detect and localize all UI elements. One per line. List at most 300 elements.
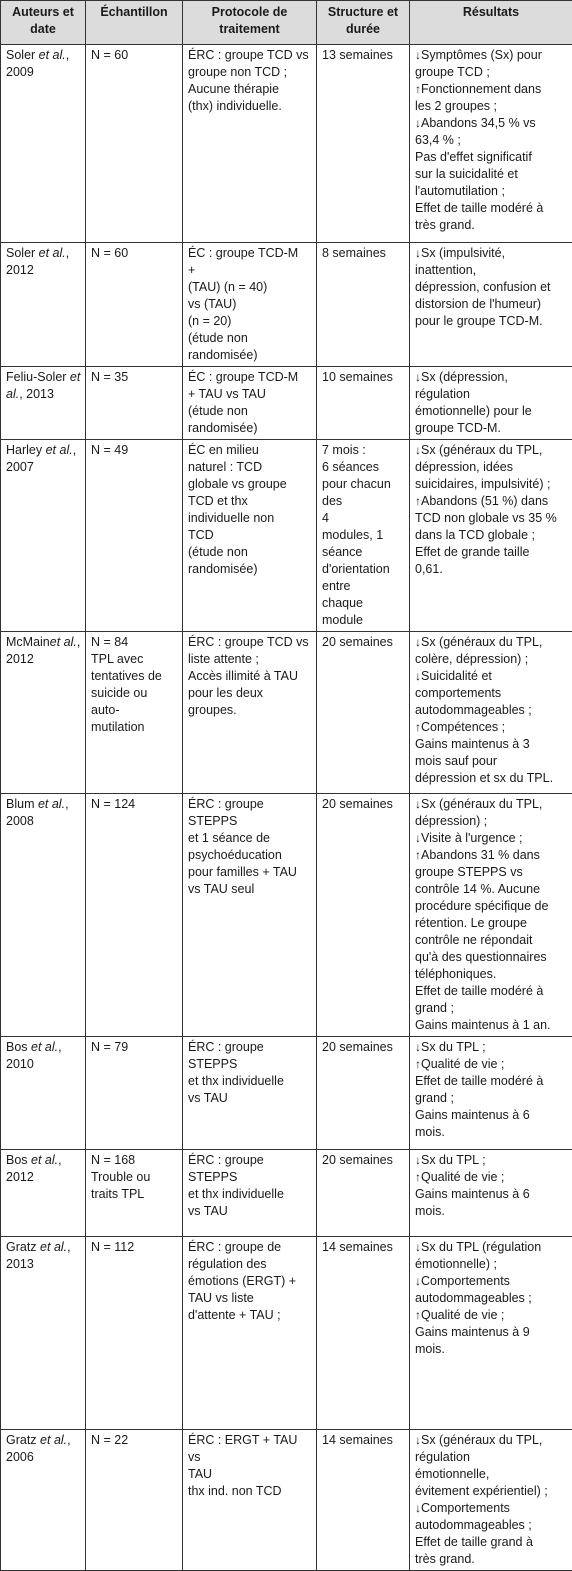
arrow-down-icon: ↓	[415, 1274, 421, 1288]
result-line	[415, 510, 569, 527]
cell-protocole	[183, 1037, 317, 1150]
arrow-up-icon: ↑	[415, 1308, 421, 1322]
protocole-line: randomisée)	[188, 347, 313, 364]
echantillon-line: traits TPL	[91, 1186, 179, 1203]
table-body	[1, 45, 572, 1571]
author-name: Blum	[6, 797, 38, 811]
result-text: suicidaires, impulsivité) ;	[415, 477, 550, 491]
result-line	[415, 753, 569, 770]
result-line	[415, 527, 569, 544]
cell-resultats	[410, 1430, 572, 1571]
result-text: dépression) ;	[415, 814, 487, 828]
result-text: mois.	[415, 1125, 445, 1139]
result-text: 63,4 % ;	[415, 133, 461, 147]
author-suffix: ,	[66, 246, 69, 260]
et-al: et al.	[31, 1040, 58, 1054]
structure-line: 10 semaines	[322, 369, 406, 386]
result-text: régulation	[415, 1450, 470, 1464]
cell-auteurs	[1, 440, 86, 632]
result-text: émotionnelle) pour le	[415, 404, 532, 418]
author-line	[6, 1432, 82, 1449]
result-text: groupe TCD ;	[415, 65, 490, 79]
result-text: Sx du TPL ;	[421, 1040, 486, 1054]
result-line	[415, 1090, 569, 1107]
protocole-line: et 1 séance de	[188, 830, 313, 847]
result-line	[415, 1290, 569, 1307]
result-text: qu'à des questionnaires	[415, 950, 547, 964]
header-protocole: Protocole de traitement	[183, 1, 317, 45]
result-line	[415, 1169, 569, 1186]
protocole-line: d'attente + TAU ;	[188, 1307, 313, 1324]
result-text: dans la TCD globale ;	[415, 528, 535, 542]
structure-line: pour chacun des	[322, 476, 406, 510]
protocole-line: ÉRC : groupe STEPPS	[188, 1152, 313, 1186]
cell-protocole	[183, 632, 317, 794]
structure-line: 8 semaines	[322, 245, 406, 262]
result-text: Sx (impulsivité,	[421, 246, 505, 260]
result-line	[415, 183, 569, 200]
arrow-down-icon: ↓	[415, 48, 421, 62]
protocole-line: ÉRC : ERGT + TAU vs	[188, 1432, 313, 1466]
author-name: Bos	[6, 1153, 31, 1167]
result-line	[415, 1483, 569, 1500]
echantillon-line: N = 35	[91, 369, 179, 386]
result-text: Symptômes (Sx) pour	[421, 48, 542, 62]
result-text: Compétences ;	[421, 720, 505, 734]
result-text: Suicidalité et	[421, 669, 492, 683]
echantillon-line: mutilation	[91, 719, 179, 736]
echantillon-line: auto-	[91, 702, 179, 719]
result-line	[415, 561, 569, 578]
result-line	[415, 736, 569, 753]
echantillon-line: N = 124	[91, 796, 179, 813]
protocole-line: vs (TAU)	[188, 296, 313, 313]
result-text: contrôle ne répondait	[415, 933, 532, 947]
cell-resultats	[410, 1150, 572, 1237]
result-text: Sx (généraux du TPL,	[421, 443, 542, 457]
cell-auteurs	[1, 1237, 86, 1430]
result-line	[415, 1107, 569, 1124]
arrow-down-icon: ↓	[415, 1433, 421, 1447]
cell-resultats	[410, 440, 572, 632]
author-suffix: ,	[67, 1433, 70, 1447]
result-line	[415, 64, 569, 81]
result-text: Abandons 34,5 % vs	[421, 116, 536, 130]
arrow-down-icon: ↓	[415, 116, 421, 130]
cell-resultats	[410, 367, 572, 440]
cell-auteurs	[1, 1430, 86, 1571]
protocole-line: ÉRC : groupe de	[188, 1239, 313, 1256]
result-line	[415, 1551, 569, 1568]
et-al: et al.	[46, 443, 73, 457]
result-text: Sx (généraux du TPL,	[421, 635, 542, 649]
author-name: Bos	[6, 1040, 31, 1054]
result-text: mois.	[415, 1342, 445, 1356]
result-text: Sx (dépression,	[421, 370, 508, 384]
protocole-line: et thx individuelle	[188, 1073, 313, 1090]
protocole-line: +	[188, 262, 313, 279]
arrow-down-icon: ↓	[415, 370, 421, 384]
author-name: Gratz	[6, 1433, 40, 1447]
result-text: dépression, confusion et	[415, 280, 551, 294]
result-line	[415, 1273, 569, 1290]
structure-line: 20 semaines	[322, 634, 406, 651]
structure-line: 6 séances	[322, 459, 406, 476]
result-line	[415, 932, 569, 949]
protocole-line: ÉC : groupe TCD-M	[188, 369, 313, 386]
structure-line: 4	[322, 510, 406, 527]
cell-resultats	[410, 243, 572, 367]
protocole-line: ÉRC : groupe STEPPS	[188, 796, 313, 830]
echantillon-line: N = 168	[91, 1152, 179, 1169]
result-line	[415, 403, 569, 420]
protocole-line: randomisée)	[188, 420, 313, 437]
result-line	[415, 493, 569, 510]
result-line	[415, 132, 569, 149]
result-line	[415, 1056, 569, 1073]
header-echantillon: Échantillon	[86, 1, 183, 45]
author-line	[6, 369, 82, 403]
result-line	[415, 442, 569, 459]
cell-structure	[317, 1037, 410, 1150]
protocole-line: TAU	[188, 1466, 313, 1483]
table-row	[1, 1430, 572, 1571]
et-al: et al.	[31, 1153, 58, 1167]
protocole-line: TAU vs liste	[188, 1290, 313, 1307]
et-al: et al.	[6, 370, 84, 401]
author-name: Harley	[6, 443, 46, 457]
cell-echantillon	[86, 440, 183, 632]
cell-structure	[317, 794, 410, 1037]
result-text: Sx du TPL (régulation	[421, 1240, 541, 1254]
et-al: et al.	[39, 246, 66, 260]
cell-structure	[317, 243, 410, 367]
cell-resultats	[410, 1037, 572, 1150]
author-name: McMain	[6, 635, 50, 649]
result-line	[415, 459, 569, 476]
result-line	[415, 279, 569, 296]
cell-auteurs	[1, 1150, 86, 1237]
result-line	[415, 313, 569, 330]
result-line	[415, 369, 569, 386]
result-text: Qualité de vie ;	[421, 1170, 504, 1184]
protocole-line: vs TAU	[188, 1090, 313, 1107]
protocole-line: psychoéducation	[188, 847, 313, 864]
echantillon-line: N = 84	[91, 634, 179, 651]
structure-line: 7 mois :	[322, 442, 406, 459]
et-al: et al.	[40, 1240, 67, 1254]
table-row	[1, 45, 572, 243]
arrow-up-icon: ↑	[415, 494, 421, 508]
cell-structure	[317, 440, 410, 632]
protocole-line: ÉRC : groupe TCD vs	[188, 634, 313, 651]
author-line	[6, 47, 82, 64]
result-line	[415, 115, 569, 132]
result-line	[415, 1124, 569, 1141]
protocole-line: + TAU vs TAU	[188, 386, 313, 403]
arrow-up-icon: ↑	[415, 82, 421, 96]
author-name: Gratz	[6, 1240, 40, 1254]
arrow-down-icon: ↓	[415, 1240, 421, 1254]
result-text: groupe TCD-M.	[415, 421, 501, 435]
echantillon-line: N = 60	[91, 47, 179, 64]
result-text: très grand.	[415, 218, 475, 232]
result-line	[415, 966, 569, 983]
result-text: comportements	[415, 686, 501, 700]
result-line	[415, 245, 569, 262]
cell-auteurs	[1, 1037, 86, 1150]
result-text: Gains maintenus à 6	[415, 1187, 530, 1201]
cell-auteurs	[1, 632, 86, 794]
structure-line: module	[322, 612, 406, 629]
result-text: Gains maintenus à 1 an.	[415, 1018, 551, 1032]
result-line	[415, 1152, 569, 1169]
result-text: mois sauf pour	[415, 754, 497, 768]
cell-auteurs	[1, 45, 86, 243]
protocole-line: groupe non TCD ;	[188, 64, 313, 81]
cell-echantillon	[86, 367, 183, 440]
arrow-up-icon: ↑	[415, 848, 421, 862]
result-line	[415, 864, 569, 881]
result-text: Effet de taille modéré à	[415, 984, 543, 998]
protocole-line: liste attente ;	[188, 651, 313, 668]
et-al: et al.	[39, 48, 66, 62]
table-row	[1, 243, 572, 367]
structure-line: séance	[322, 544, 406, 561]
echantillon-line: Trouble ou	[91, 1169, 179, 1186]
echantillon-line: suicide ou	[91, 685, 179, 702]
result-text: dépression et sx du TPL.	[415, 771, 553, 785]
author-year: 2010	[6, 1056, 82, 1073]
table-row	[1, 440, 572, 632]
protocole-line: thx ind. non TCD	[188, 1483, 313, 1500]
arrow-down-icon: ↓	[415, 1040, 421, 1054]
result-text: très grand.	[415, 1552, 475, 1566]
author-line	[6, 1039, 82, 1056]
echantillon-line: N = 112	[91, 1239, 179, 1256]
result-line	[415, 1466, 569, 1483]
result-text: Qualité de vie ;	[421, 1308, 504, 1322]
result-text: grand ;	[415, 1001, 454, 1015]
protocole-line: (thx) individuelle.	[188, 98, 313, 115]
result-text: Effet de taille modéré à	[415, 1074, 543, 1088]
result-text: autodommageables ;	[415, 1291, 532, 1305]
protocole-line: ÉC en milieu	[188, 442, 313, 459]
result-text: grand ;	[415, 1091, 454, 1105]
result-line	[415, 1307, 569, 1324]
protocole-line: (n = 20)	[188, 313, 313, 330]
result-line	[415, 1239, 569, 1256]
result-text: autodommageables ;	[415, 703, 532, 717]
structure-line: 20 semaines	[322, 1152, 406, 1169]
structure-line: entre	[322, 578, 406, 595]
header-row	[1, 1, 572, 45]
echantillon-line: N = 22	[91, 1432, 179, 1449]
cell-resultats	[410, 45, 572, 243]
cell-structure	[317, 1150, 410, 1237]
author-year: 2012	[6, 262, 82, 279]
echantillon-line: N = 79	[91, 1039, 179, 1056]
author-suffix: , 2012	[6, 635, 84, 666]
result-text: dépression, idées	[415, 460, 513, 474]
result-text: Abandons 31 % dans	[421, 848, 540, 862]
protocole-line: groupes.	[188, 702, 313, 719]
cell-echantillon	[86, 1237, 183, 1430]
result-text: Effet de taille modéré à	[415, 201, 543, 215]
arrow-down-icon: ↓	[415, 1501, 421, 1515]
result-text: téléphoniques.	[415, 967, 496, 981]
result-text: procédure spécifique de	[415, 899, 548, 913]
result-text: pour le groupe TCD-M.	[415, 314, 543, 328]
arrow-down-icon: ↓	[415, 1153, 421, 1167]
arrow-down-icon: ↓	[415, 797, 421, 811]
protocole-line: naturel : TCD	[188, 459, 313, 476]
result-text: inattention,	[415, 263, 476, 277]
result-line	[415, 217, 569, 234]
result-line	[415, 476, 569, 493]
result-text: Effet de taille grand à	[415, 1535, 533, 1549]
result-text: contrôle 14 %. Aucune	[415, 882, 540, 896]
cell-protocole	[183, 794, 317, 1037]
result-text: distorsion de l'humeur)	[415, 297, 541, 311]
cell-echantillon	[86, 243, 183, 367]
structure-line: 14 semaines	[322, 1432, 406, 1449]
result-text: régulation	[415, 387, 470, 401]
result-line	[415, 1324, 569, 1341]
author-line	[6, 1239, 82, 1256]
arrow-down-icon: ↓	[415, 669, 421, 683]
cell-protocole	[183, 440, 317, 632]
result-line	[415, 386, 569, 403]
result-text: Abandons (51 %) dans	[421, 494, 548, 508]
result-text: Pas d'effet significatif	[415, 150, 532, 164]
structure-line: 20 semaines	[322, 796, 406, 813]
result-text: Qualité de vie ;	[421, 1057, 504, 1071]
result-line	[415, 668, 569, 685]
protocole-line: régulation des	[188, 1256, 313, 1273]
protocole-line: et thx individuelle	[188, 1186, 313, 1203]
arrow-down-icon: ↓	[415, 246, 421, 260]
protocole-line: ÉRC : groupe TCD vs	[188, 47, 313, 64]
result-line	[415, 1256, 569, 1273]
cell-echantillon	[86, 632, 183, 794]
author-suffix: , 2013	[19, 387, 54, 401]
author-suffix: ,	[65, 797, 68, 811]
cell-structure	[317, 1430, 410, 1571]
protocole-line: TCD et thx	[188, 493, 313, 510]
result-line	[415, 685, 569, 702]
result-line	[415, 1432, 569, 1449]
author-name: Feliu-Soler	[6, 370, 70, 384]
result-text: émotionnelle,	[415, 1467, 489, 1481]
protocole-line: (étude non	[188, 544, 313, 561]
author-line	[6, 1152, 82, 1169]
protocole-line: pour familles + TAU	[188, 864, 313, 881]
cell-protocole	[183, 1237, 317, 1430]
result-text: TCD non globale vs 35 %	[415, 511, 557, 525]
et-al: et al.	[40, 1433, 67, 1447]
author-year: 2013	[6, 1256, 82, 1273]
protocole-line: Accès illimité à TAU	[188, 668, 313, 685]
protocole-line: randomisée)	[188, 561, 313, 578]
cell-echantillon	[86, 1150, 183, 1237]
structure-line: chaque	[322, 595, 406, 612]
result-line	[415, 98, 569, 115]
cell-auteurs	[1, 794, 86, 1037]
result-text: Comportements	[421, 1274, 510, 1288]
protocole-line: individuelle non	[188, 510, 313, 527]
cell-resultats	[410, 794, 572, 1037]
protocole-line: (étude non	[188, 330, 313, 347]
result-line	[415, 200, 569, 217]
result-text: Sx (généraux du TPL,	[421, 797, 542, 811]
cell-protocole	[183, 1150, 317, 1237]
cell-protocole	[183, 367, 317, 440]
header-auteurs: Auteurs et date	[1, 1, 86, 45]
result-text: rétention. Le groupe	[415, 916, 527, 930]
protocole-line: pour les deux	[188, 685, 313, 702]
table-row	[1, 1237, 572, 1430]
protocole-line: Aucune thérapie	[188, 81, 313, 98]
result-line	[415, 770, 569, 787]
echantillon-line: tentatives de	[91, 668, 179, 685]
cell-echantillon	[86, 1430, 183, 1571]
result-line	[415, 1039, 569, 1056]
protocole-line: ÉC : groupe TCD-M	[188, 245, 313, 262]
result-text: Visite à l'urgence ;	[421, 831, 523, 845]
et-al: et al.	[38, 797, 65, 811]
author-line	[6, 634, 82, 668]
arrow-up-icon: ↑	[415, 1170, 421, 1184]
header-structure: Structure et durée	[317, 1, 410, 45]
cell-protocole	[183, 243, 317, 367]
result-text: Gains maintenus à 3	[415, 737, 530, 751]
table-row	[1, 1037, 572, 1150]
author-line	[6, 442, 82, 459]
result-line	[415, 1073, 569, 1090]
result-line	[415, 898, 569, 915]
cell-protocole	[183, 1430, 317, 1571]
structure-line: 14 semaines	[322, 1239, 406, 1256]
protocole-line: ÉRC : groupe STEPPS	[188, 1039, 313, 1073]
author-name: Soler	[6, 246, 39, 260]
cell-echantillon	[86, 1037, 183, 1150]
result-line	[415, 166, 569, 183]
author-line	[6, 245, 82, 262]
result-line	[415, 847, 569, 864]
result-line	[415, 830, 569, 847]
cell-structure	[317, 1237, 410, 1430]
structure-line: modules, 1	[322, 527, 406, 544]
result-text: Gains maintenus à 9	[415, 1325, 530, 1339]
author-year: 2012	[6, 1169, 82, 1186]
author-suffix: ,	[58, 1040, 61, 1054]
result-text: colère, dépression) ;	[415, 652, 528, 666]
protocole-line: TCD	[188, 527, 313, 544]
cell-resultats	[410, 632, 572, 794]
cell-structure	[317, 367, 410, 440]
result-line	[415, 949, 569, 966]
result-line	[415, 634, 569, 651]
result-line	[415, 81, 569, 98]
author-year: 2007	[6, 459, 82, 476]
author-suffix: ,	[67, 1240, 70, 1254]
result-line	[415, 262, 569, 279]
protocole-line: vs TAU seul	[188, 881, 313, 898]
echantillon-line: TPL avec	[91, 651, 179, 668]
result-text: les 2 groupes ;	[415, 99, 497, 113]
result-line	[415, 47, 569, 64]
